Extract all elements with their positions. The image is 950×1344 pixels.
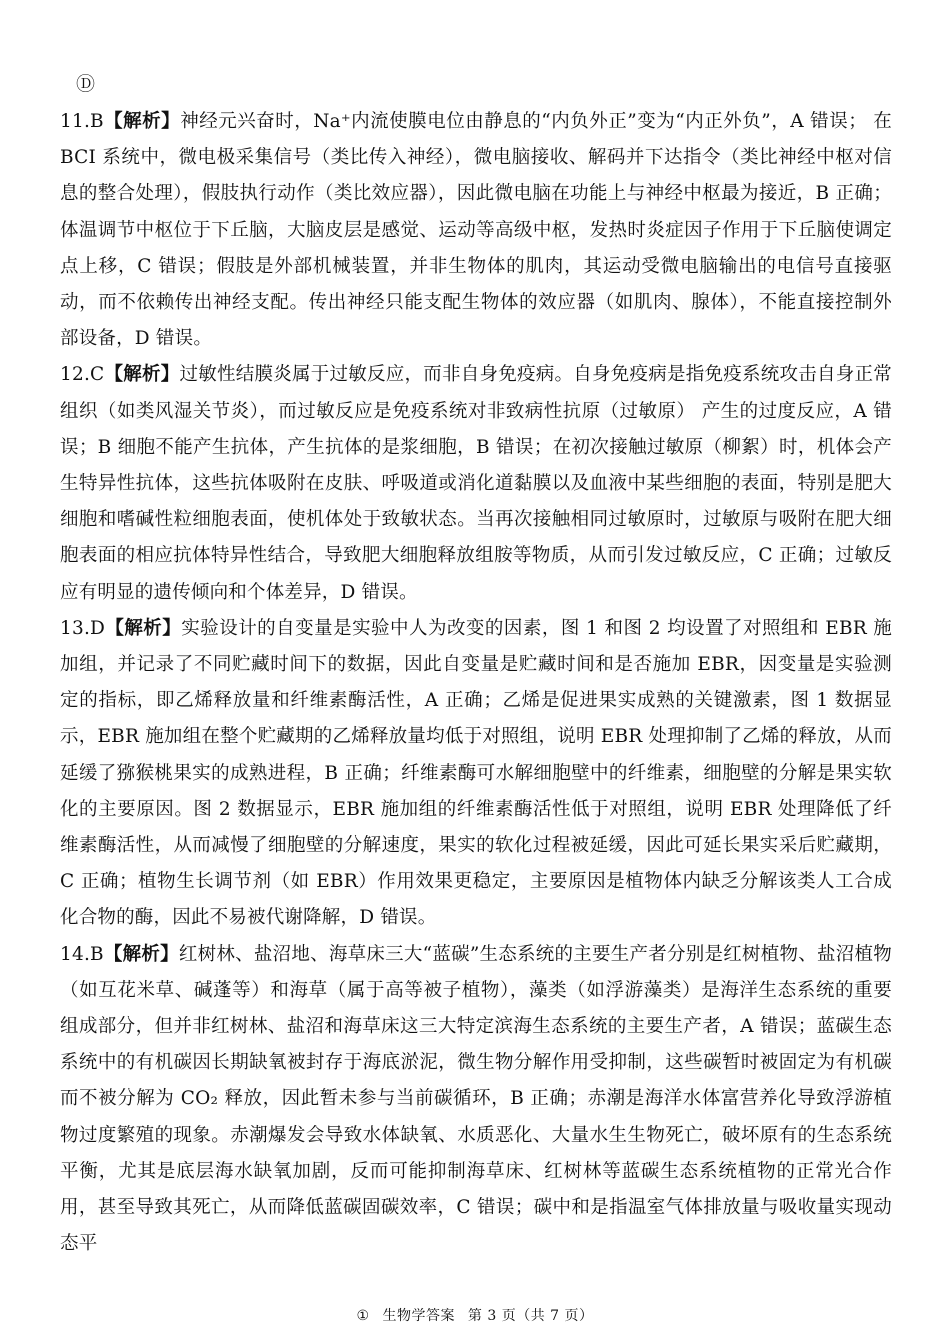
answer-paragraph-11 xyxy=(60,104,892,357)
analysis-text: 红树林、盐沼地、海草床三大“蓝碳”生态系统的主要生产者分别是红树植物、盐沼植物（如互花米草、碱蓬等）和海草（属于高等被子植物），藻类（如浮游藻类）是海洋生态系统的重要组成部分，但并非红树林、盐沼和海草床这三大特定滨海生态系统的主要生产者，A 错误；蓝碳生态系统中的有机碳因长期缺氧被封存于海底淤泥，微生物分解作用受抑制，这些碳暂时被固定为有机碳而不被分解为 CO₂ 释放，因此暂未参与当前碳循环，B 正确；赤潮是海洋水体富营养化导致浮游植物过度繁殖的现象。赤潮爆发会导致水体缺氧、水质恶化、大量水生生物死亡，破坏原有的生态系统平衡，尤其是底层海水缺氧加剧，反而可能抑制海草床、红树林等蓝碳生态系统植物的正常光合作用，甚至导致其死亡，从而降低蓝碳固碳效率，C 错误；碳中和是指温室气体排放量与吸收量实现动态平 xyxy=(60,943,893,1255)
question-number: 11.B xyxy=(60,111,104,132)
analysis-tag: 【解析】 xyxy=(103,943,179,965)
top-marker: Ⓓ xyxy=(76,73,96,95)
page-footer xyxy=(0,1307,950,1325)
footer-circle-mark: ① xyxy=(356,1308,370,1324)
analysis-tag: 【解析】 xyxy=(104,364,180,386)
answer-content xyxy=(60,104,892,1263)
analysis-text: 实验设计的自变量是实验中人为改变的因素，图 1 和图 2 均设置了对照组和 EBR 施加组，并记录了不同贮藏时间下的数据，因此自变量是贮藏时间和是否施加 EBR，因变量是实验测定的指标，即乙烯释放量和纤维素酶活性，A 正确；乙烯是促进果实成熟的关键激素，图 1 数据显示，EBR 施加组在整个贮藏期的乙烯释放量均低于对照组，说明 EBR 处理抑制了乙烯的释放，从而延缓了猕猴桃果实的成熟进程，B 正确；纤维素酶可水解细胞壁中的纤维素，细胞壁的分解是果实软化的主要原因。图 2 数据显示，EBR 施加组的纤维素酶活性低于对照组，说明 EBR 处理降低了纤维素酶活性，从而减慢了细胞壁的分解速度，果实的软化过程被延缓，因此可延长果实采后贮藏期，C 正确；植物生长调节剂（如 EBR）作用效果更稳定，主要原因是植物体内缺乏分解该类人工合成化合物的酶，因此不易被代谢降解，D 错误。 xyxy=(60,617,892,929)
footer-page-number: 第 3 页（共 7 页） xyxy=(467,1308,594,1324)
question-number: 12.C xyxy=(60,364,105,386)
analysis-text: 过敏性结膜炎属于过敏反应，而非自身免疫病。自身免疫病是指免疫系统攻击自身正常组织（如类风湿关节炎），而过敏反应是免疫系统对非致病性抗原（过敏原） 产生的过度反应，A 错误；B 细胞不能产生抗体，产生抗体的是浆细胞，B 错误；在初次接触过敏原（柳絮）时，机体会产生特异性抗体，这些抗体吸附在皮肤、呼吸道或消化道黏膜以及血液中某些细胞的表面，特别是肥大细胞和嗜碱性粒细胞表面，使机体处于致敏状态。当再次接触相同过敏原时，过敏原与吸附在肥大细胞表面的相应抗体特异性结合，导致肥大细胞释放组胺等物质，从而引发过敏反应，C 正确；过敏反应有明显的遗传倾向和个体差异，D 错误。 xyxy=(60,364,892,603)
analysis-text: 神经元兴奋时，Na⁺内流使膜电位由静息的“内负外正”变为“内正外负”，A 错误； 在 BCI 系统中，微电极采集信号（类比传入神经），微电脑接收、解码并下达指令（类比神经中枢对信息的整合处理），假肢执行动作（类比效应器），因此微电脑在功能上与神经中枢最为接近，B 正确；体温调节中枢位于下丘脑，大脑皮层是感觉、运动等高级中枢，发热时炎症因子作用于下丘脑使调定点上移，C 错误；假肢是外部机械装置，并非生物体的肌肉，其运动受微电脑输出的电信号直接驱动，而不依赖传出神经支配。传出神经只能支配生物体的效应器（如肌肉、腺体），不能直接控制外部设备，D 错误。 xyxy=(60,111,892,350)
answer-paragraph-13 xyxy=(60,611,892,937)
question-number: 13.D xyxy=(60,617,106,639)
analysis-tag: 【解析】 xyxy=(103,111,181,132)
question-number: 14.B xyxy=(60,943,104,965)
answer-paragraph-12 xyxy=(60,357,892,610)
footer-subject: 生物学答案 xyxy=(382,1308,455,1324)
analysis-tag: 【解析】 xyxy=(105,617,182,639)
answer-paragraph-14 xyxy=(60,937,892,1263)
